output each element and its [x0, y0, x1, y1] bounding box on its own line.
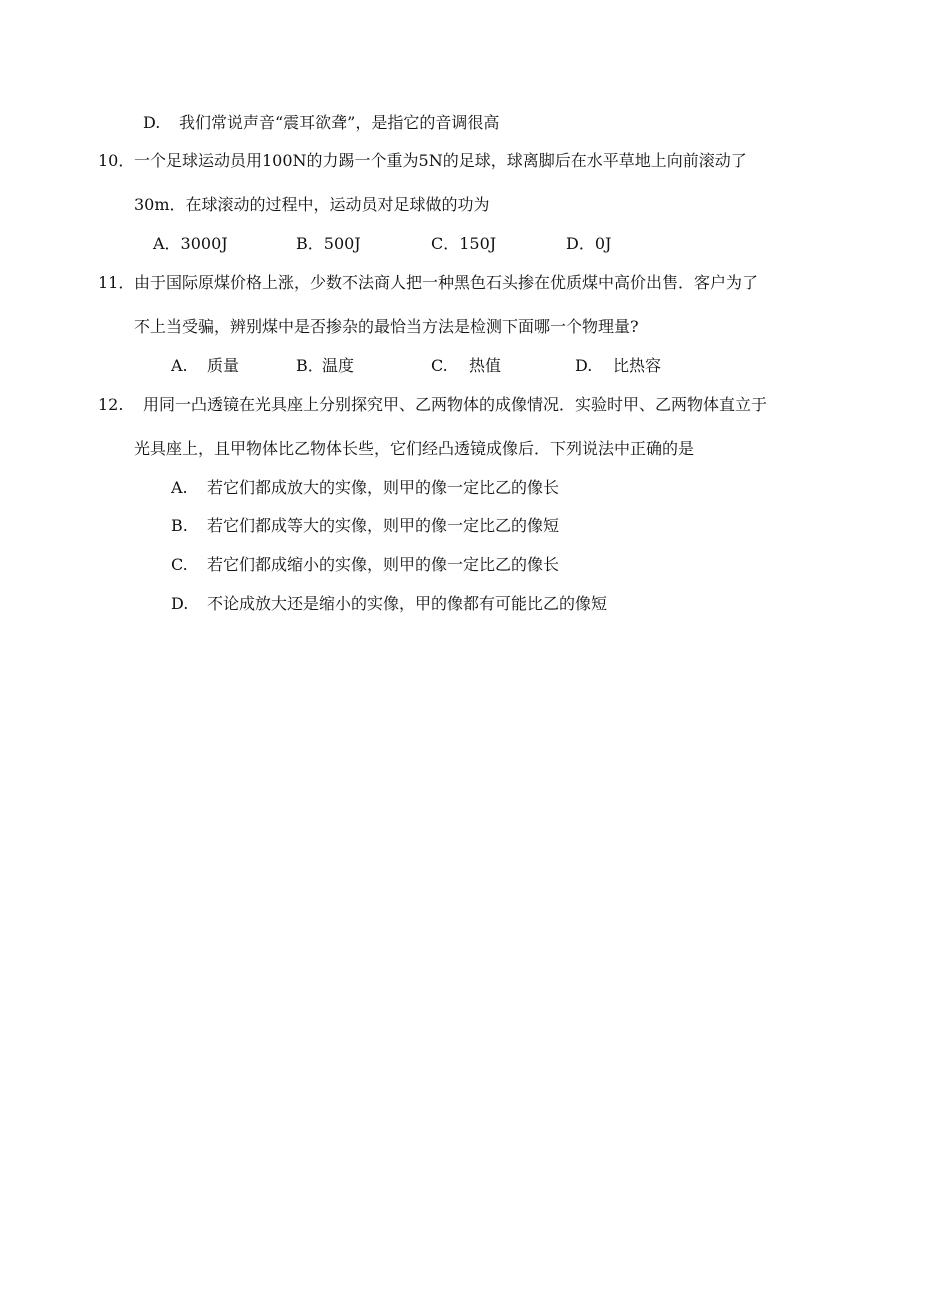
q10-stem-line1: 一个足球运动员用100N的力踢一个重为5N的足球，球离脚后在水平草地上向前滚动了: [134, 151, 747, 170]
option-letter: C.: [171, 555, 188, 574]
option-letter: D.: [575, 356, 593, 375]
q11-option-b: [296, 355, 354, 377]
option-text: 比热容: [613, 356, 662, 375]
option-text: 热值: [469, 356, 502, 375]
q12-option-a: [171, 477, 559, 499]
q10-stem-line2: 30m．在球滚动的过程中，运动员对足球做的功为: [134, 195, 490, 214]
q10-number: 10．: [98, 151, 135, 170]
option-text: 若它们都成放大的实像，则甲的像一定比乙的像长: [207, 478, 560, 497]
option-letter: A.: [171, 478, 188, 497]
q11-option-a: [171, 355, 239, 377]
q11-option-c: [431, 355, 501, 377]
q11-stem-line1: 由于国际原煤价格上涨，少数不法商人把一种黑色石头掺在优质煤中高价出售．客户为了: [134, 273, 759, 292]
q10-option-b: B．500J: [296, 234, 361, 253]
q9-option-d: [143, 112, 499, 134]
q10-option-a: A．3000J: [153, 234, 228, 253]
q12-number: 12.: [98, 395, 124, 414]
option-letter: A.: [171, 356, 188, 375]
q10-option-c: C．150J: [431, 234, 497, 253]
q11-option-d: [575, 355, 661, 377]
option-text: 温度: [322, 356, 355, 375]
q10-option-d: D．0J: [566, 234, 612, 253]
option-letter: B．: [296, 356, 324, 375]
q12-stem-line2: 光具座上，且甲物体比乙物体长些，它们经凸透镜成像后．下列说法中正确的是: [134, 439, 695, 458]
q12-option-b: [171, 515, 559, 537]
option-text: 我们常说声音“震耳欲聋”，是指它的音调很高: [179, 113, 500, 132]
option-letter: C.: [431, 356, 448, 375]
q12-option-d: [171, 593, 607, 615]
q11-number: 11．: [98, 273, 135, 292]
q11-stem-line2: 不上当受骗，辨别煤中是否掺杂的最恰当方法是检测下面哪一个物理量?: [134, 317, 639, 336]
option-text: 若它们都成等大的实像，则甲的像一定比乙的像短: [207, 516, 560, 535]
option-letter: D.: [143, 113, 161, 132]
q12-option-c: [171, 554, 559, 576]
option-text: 不论成放大还是缩小的实像，甲的像都有可能比乙的像短: [207, 594, 608, 613]
option-text: 若它们都成缩小的实像，则甲的像一定比乙的像长: [207, 555, 560, 574]
option-text: 质量: [207, 356, 240, 375]
q12-stem-line1: 用同一凸透镜在光具座上分别探究甲、乙两物体的成像情况．实验时甲、乙两物体直立于: [143, 395, 768, 414]
option-letter: D.: [171, 594, 189, 613]
option-letter: B.: [171, 516, 188, 535]
